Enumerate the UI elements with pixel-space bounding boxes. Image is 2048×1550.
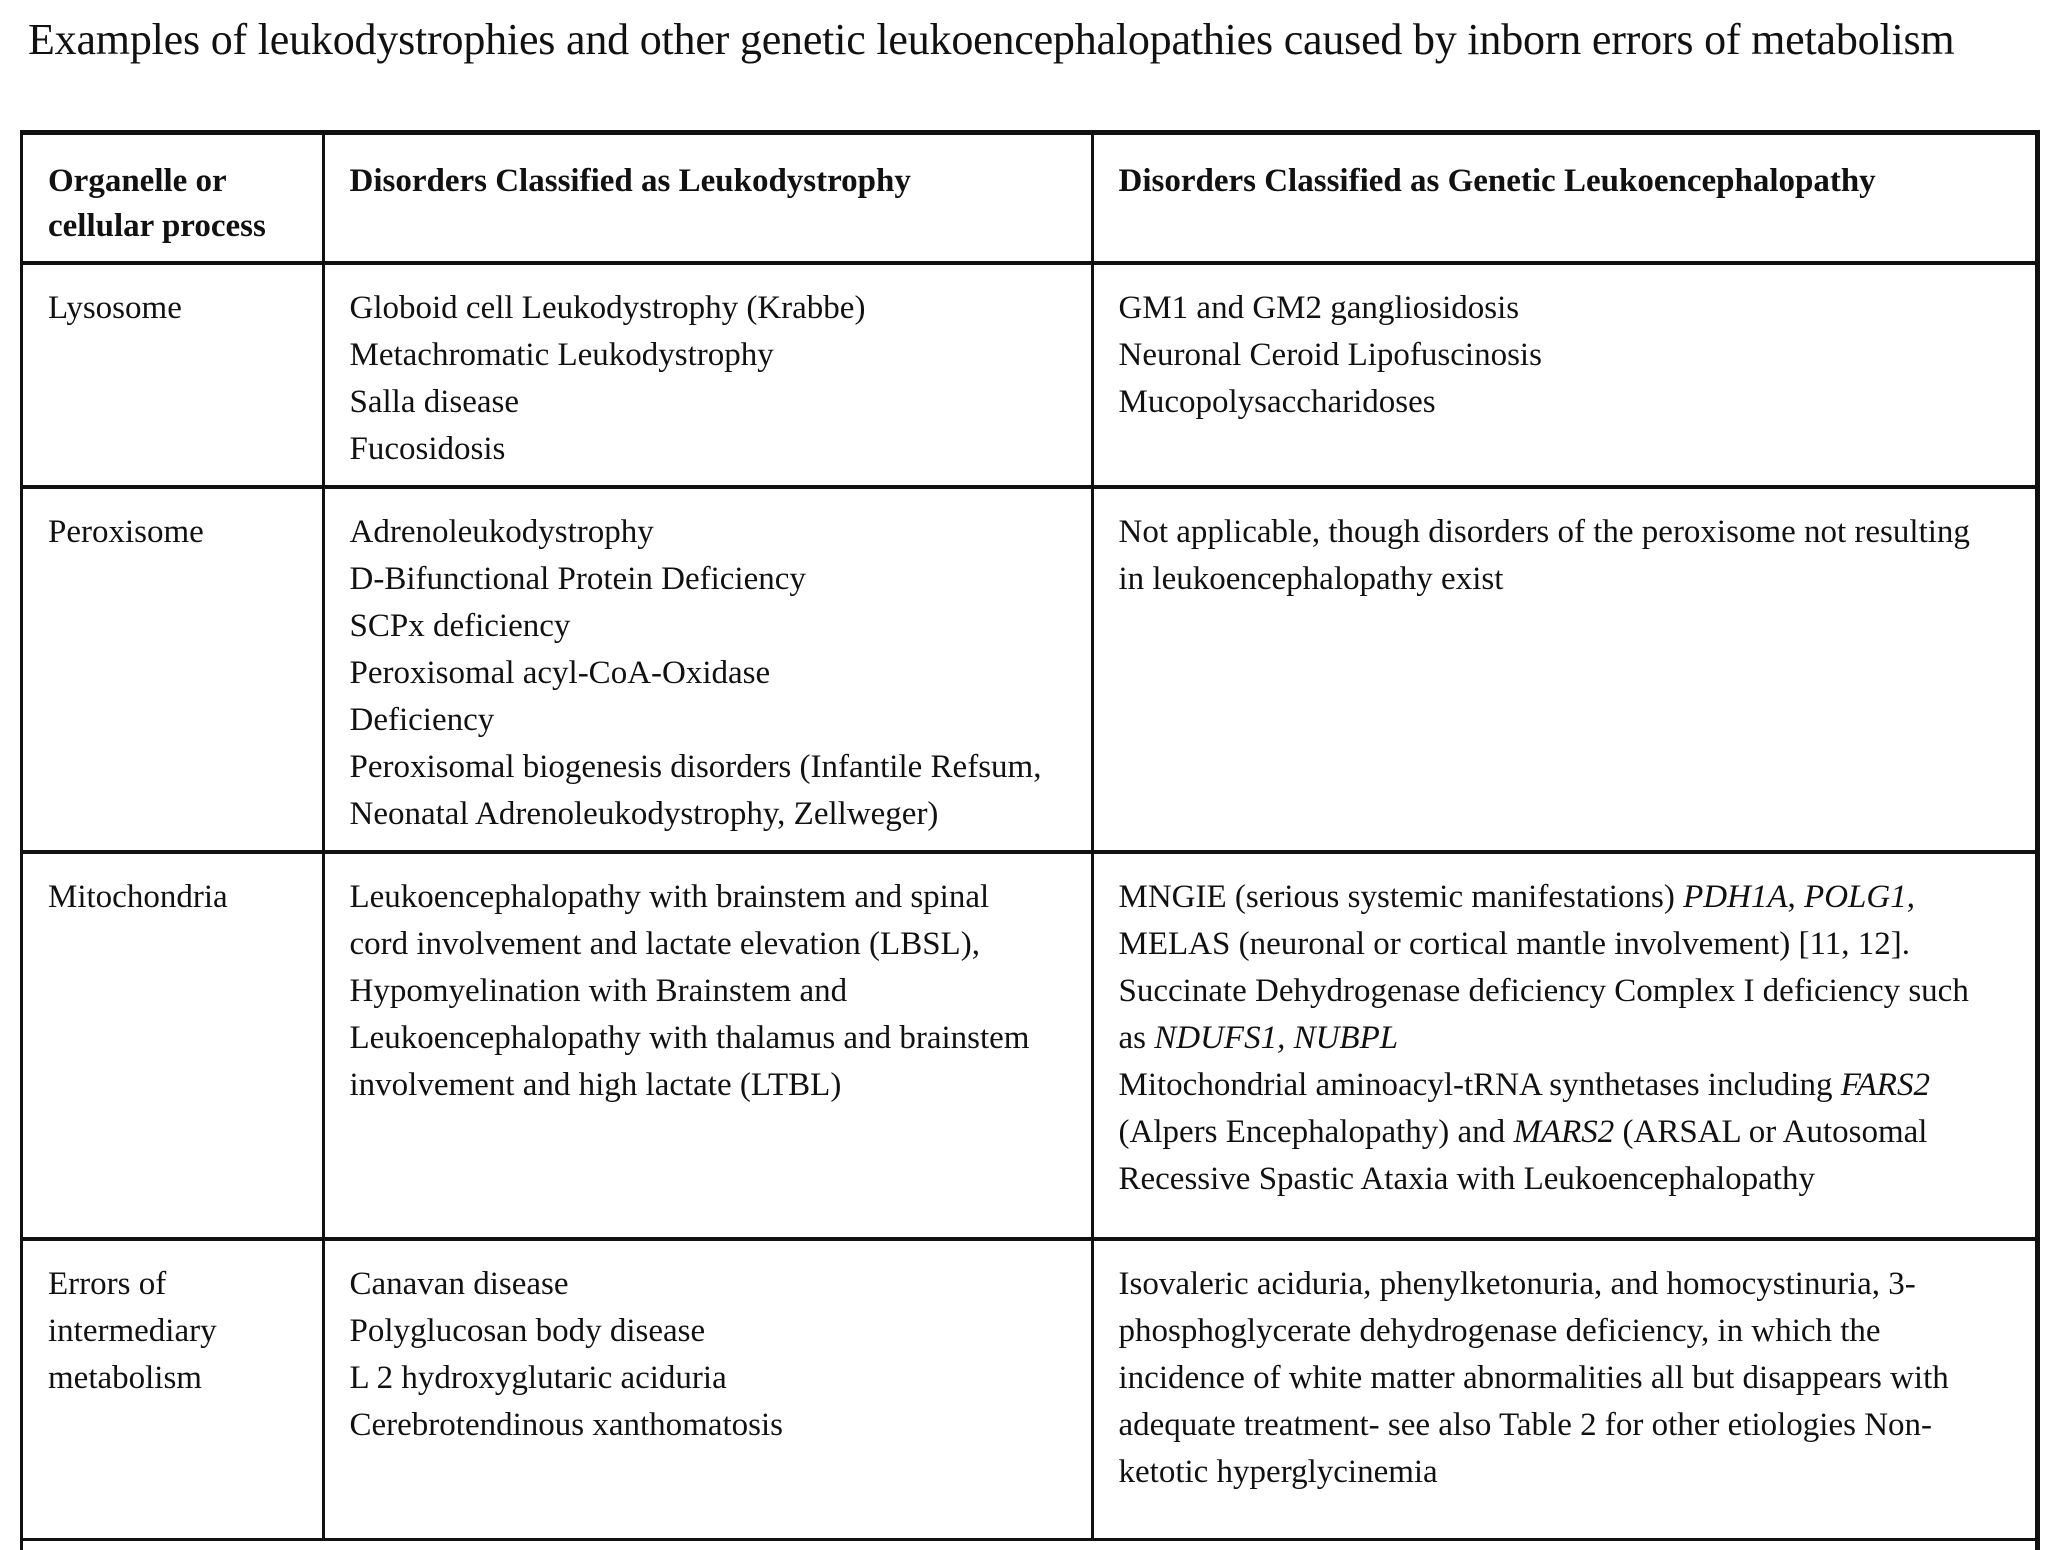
cell-leukodystrophy: Leukoencephalopathy with brainstem and spinal cord involvement and lactate elevation (LBSL), Hypomyelination with Brainstem and Leukoencephalopathy with thalamus and brainstem involvement and high lactate (LTBL) — [323, 852, 1092, 1239]
header-organelle: Organelle or cellular process — [23, 135, 323, 263]
table-row — [23, 852, 2035, 1239]
cell-process: Errors of intermediary metabolism — [23, 1239, 323, 1539]
cell-process: Mitochondria — [23, 852, 323, 1239]
page-title: Examples of leukodystrophies and other genetic leukoencephalopathies caused by inborn errors of metabolism — [28, 15, 1955, 64]
table-row — [23, 263, 2035, 487]
cell-process: Lysosome — [23, 263, 323, 487]
header-genetic-leukoencephalopathy: Disorders Classified as Genetic Leukoencephalopathy — [1092, 135, 2035, 263]
header-leukodystrophy: Disorders Classified as Leukodystrophy — [323, 135, 1092, 263]
table-header-row — [23, 135, 2035, 263]
disorders-table — [23, 135, 2035, 1541]
cell-genetic-leukoencephalopathy: Not applicable, though disorders of the peroxisome not resulting in leukoencephalopathy exist — [1092, 487, 2035, 852]
cell-genetic-leukoencephalopathy: Isovaleric aciduria, phenylketonuria, and homocystinuria, 3- phosphoglycerate dehydrogenase deficiency, in which the incidence of white matter abnormalities all but disappears with adequate treatment- see also Table 2 for other etiologies Non- ketotic hyperglycinemia — [1092, 1239, 2035, 1539]
cell-leukodystrophy: Adrenoleukodystrophy D-Bifunctional Protein Deficiency SCPx deficiency Peroxisomal acyl-CoA-Oxidase Deficiency Peroxisomal biogenesis disorders (Infantile Refsum, Neonatal Adrenoleukodystrophy, Zellweger) — [323, 487, 1092, 852]
cell-leukodystrophy: Globoid cell Leukodystrophy (Krabbe) Metachromatic Leukodystrophy Salla disease Fucosidosis — [323, 263, 1092, 487]
table-row — [23, 1239, 2035, 1539]
metabolism-table — [20, 130, 2040, 1550]
cell-leukodystrophy: Canavan disease Polyglucosan body disease L 2 hydroxyglutaric aciduria Cerebrotendinous xanthomatosis — [323, 1239, 1092, 1539]
cell-genetic-leukoencephalopathy: MNGIE (serious systemic manifestations) PDH1A, POLG1, MELAS (neuronal or cortical mantle involvement) [11, 12]. Succinate Dehydrogenase deficiency Complex I deficiency such as NDUFS1, NUBPL Mitochondrial aminoacyl-tRNA synthetases including FARS2 (Alpers Encephalopathy) and MARS2 (ARSAL or Autosomal Recessive Spastic Ataxia with Leukoencephalopathy — [1092, 852, 2035, 1239]
cell-genetic-leukoencephalopathy: GM1 and GM2 gangliosidosis Neuronal Ceroid Lipofuscinosis Mucopolysaccharidoses — [1092, 263, 2035, 487]
table-row — [23, 487, 2035, 852]
cell-process: Peroxisome — [23, 487, 323, 852]
